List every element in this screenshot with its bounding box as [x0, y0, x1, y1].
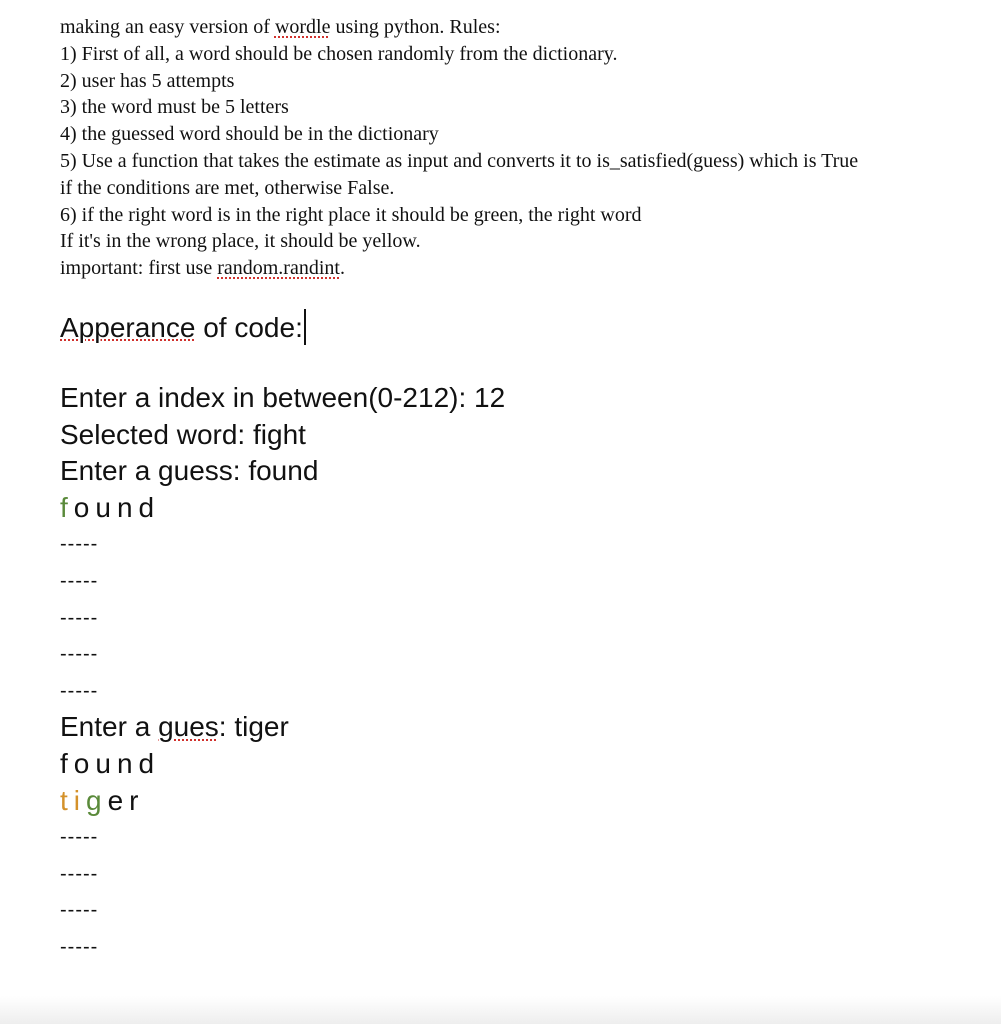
letter-tile: u [95, 747, 111, 779]
letter-tile: n [116, 747, 133, 779]
letter-tile-yellow: i [73, 784, 81, 816]
intro-text: making an easy version of [60, 16, 275, 38]
rule-1: 1) First of all, a word should be chosen randomly from the dictionary. [60, 42, 618, 65]
letter-tile: o [73, 747, 90, 779]
letter-tile-green: g [86, 784, 102, 816]
guess-2-prompt-line [60, 709, 990, 746]
document [60, 14, 990, 965]
spellcheck-word-randint[interactable]: random.randint [217, 257, 340, 280]
rules-block [60, 14, 990, 282]
console-output [60, 380, 990, 966]
section-heading [60, 309, 990, 345]
guess-1-prompt-line: Enter a guess: found [60, 455, 319, 487]
letter-tile: d [138, 747, 155, 779]
spellcheck-word-apperance[interactable]: Apperance [60, 311, 196, 343]
rule-6-line-1: 6) if the right word is in the right place it should be green, the right word [60, 203, 642, 226]
letter-tile: n [116, 491, 133, 523]
selected-word-line: Selected word: fight [60, 418, 306, 450]
letter-tile: r [129, 784, 139, 816]
important-period: . [339, 257, 345, 280]
empty-row-placeholder: ----- [60, 935, 99, 958]
empty-row-placeholder: ----- [60, 862, 99, 885]
important-text: important: first use [60, 257, 218, 280]
empty-row-placeholder: ----- [60, 533, 99, 556]
letter-tile-yellow: t [60, 784, 68, 816]
empty-row-placeholder: ----- [60, 679, 99, 702]
guess-row-1 [60, 490, 990, 527]
spellcheck-word-wordle[interactable]: wordle [274, 16, 331, 38]
empty-row-placeholder: ----- [60, 899, 99, 922]
intro-text-end: using python. Rules: [330, 16, 501, 38]
empty-row-placeholder: ----- [60, 569, 99, 592]
rule-4: 4) the guessed word should be in the dictionary [60, 123, 439, 146]
letter-tile: f [60, 747, 68, 779]
empty-row-placeholder: ----- [60, 643, 99, 666]
spellcheck-word-gues[interactable]: gues [158, 711, 219, 743]
guess-row-3 [60, 783, 990, 820]
empty-row-placeholder: ----- [60, 606, 99, 629]
rule-5-line-1: 5) Use a function that takes the estimate as input and converts it to is_satisfied(guess) which is True [60, 149, 859, 172]
rule-2: 2) user has 5 attempts [60, 69, 235, 92]
guess-2-prompt-suffix: : tiger [218, 711, 289, 743]
empty-row-placeholder: ----- [60, 826, 99, 849]
letter-tile: u [95, 491, 111, 523]
letter-tile: d [138, 491, 155, 523]
page-bottom-edge [0, 996, 1001, 1024]
rule-6-line-2: If it's in the wrong place, it should be yellow. [60, 230, 421, 253]
letter-tile: e [107, 784, 124, 816]
rules-intro [60, 14, 990, 41]
heading-text: of code: [195, 311, 303, 343]
index-prompt-line: Enter a index in between(0-212): 12 [60, 381, 506, 413]
important-note [60, 255, 990, 282]
rule-3: 3) the word must be 5 letters [60, 96, 289, 119]
letter-tile: o [73, 491, 90, 523]
guess-row-2 [60, 746, 990, 783]
rule-5-line-2: if the conditions are met, otherwise False. [60, 176, 395, 199]
letter-tile-green: f [60, 491, 68, 523]
text-cursor [304, 309, 306, 345]
guess-2-prompt-prefix: Enter a [60, 711, 159, 743]
